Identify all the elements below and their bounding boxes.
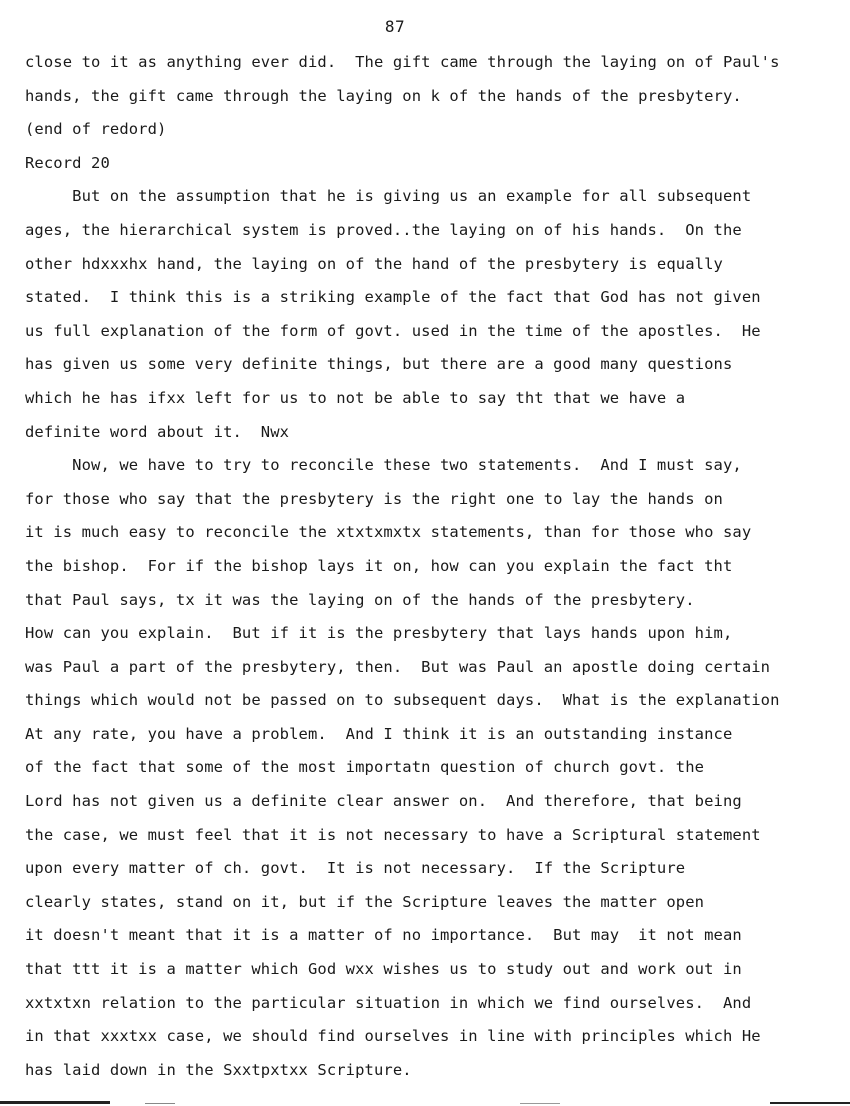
text-line: has given us some very definite things, but there are a good many questions (25, 355, 733, 374)
text-line: hands, the gift came through the laying on k of the hands of the presbytery. (25, 86, 742, 105)
text-line: it is much easy to reconcile the xtxtxmxtx statements, than for those who say (25, 523, 752, 542)
typed-text-body (25, 51, 840, 1092)
scan-smudge (0, 1101, 110, 1104)
text-line: for those who say that the presbytery is the right one to lay the hands on (25, 489, 723, 508)
scan-smudge (770, 1102, 850, 1104)
text-line: close to it as anything ever did. The gift came through the laying on of Paul's (25, 53, 780, 71)
text-line: xxtxtxn relation to the particular situation in which we find ourselves. And (25, 993, 752, 1012)
text-line: How can you explain. But if it is the presbytery that lays hands upon him, (25, 624, 733, 643)
scan-bottom-edge (0, 1092, 850, 1106)
text-line: us full explanation of the form of govt. used in the time of the apostles. He (25, 321, 761, 340)
text-line: At any rate, you have a problem. And I think it is an outstanding instance (25, 724, 733, 743)
text-line: upon every matter of ch. govt. It is not necessary. If the Scripture (25, 859, 686, 878)
text-line: But on the assumption that he is giving us an example for all subsequent (25, 187, 752, 206)
page-number: 87 (384, 17, 406, 36)
text-line: Now, we have to try to reconcile these two statements. And I must say, (25, 456, 742, 475)
text-line: stated. I think this is a striking example of the fact that God has not given (25, 288, 761, 307)
text-line: of the fact that some of the most importatn question of church govt. the (25, 758, 705, 777)
text-line: the case, we must feel that it is not necessary to have a Scriptural statement (25, 825, 761, 844)
text-line: it doesn't meant that it is a matter of no importance. But may it not mean (25, 926, 742, 945)
text-line: in that xxxtxx case, we should find ourselves in line with principles which He (25, 1027, 761, 1046)
text-line: that Paul says, tx it was the laying on of the hands of the presbytery. (25, 590, 695, 609)
text-line: other hdxxxhx hand, the laying on of the hand of the presbytery is equally (25, 254, 723, 273)
text-line: definite word about it. Nwx (25, 422, 290, 441)
scan-smudge (145, 1103, 175, 1104)
text-line: clearly states, stand on it, but if the Scripture leaves the matter open (25, 892, 705, 911)
text-line: ages, the hierarchical system is proved..the laying on of his hands. On the (25, 220, 742, 239)
text-line: has laid down in the Sxxtpxtxx Scripture. (25, 1060, 412, 1079)
text-line: the bishop. For if the bishop lays it on, how can you explain the fact tht (25, 556, 733, 575)
text-line: was Paul a part of the presbytery, then. But was Paul an apostle doing certain (25, 657, 771, 676)
scan-smudge (520, 1103, 560, 1104)
text-line: (end of redord) (25, 120, 167, 139)
text-line: things which would not be passed on to subsequent days. What is the explanation (25, 691, 780, 710)
text-line: which he has ifxx left for us to not be able to say tht that we have a (25, 388, 686, 407)
text-line: that ttt it is a matter which God wxx wishes us to study out and work out in (25, 960, 742, 979)
text-line: Lord has not given us a definite clear answer on. And therefore, that being (25, 792, 742, 811)
record-heading: Record 20 (25, 153, 110, 172)
